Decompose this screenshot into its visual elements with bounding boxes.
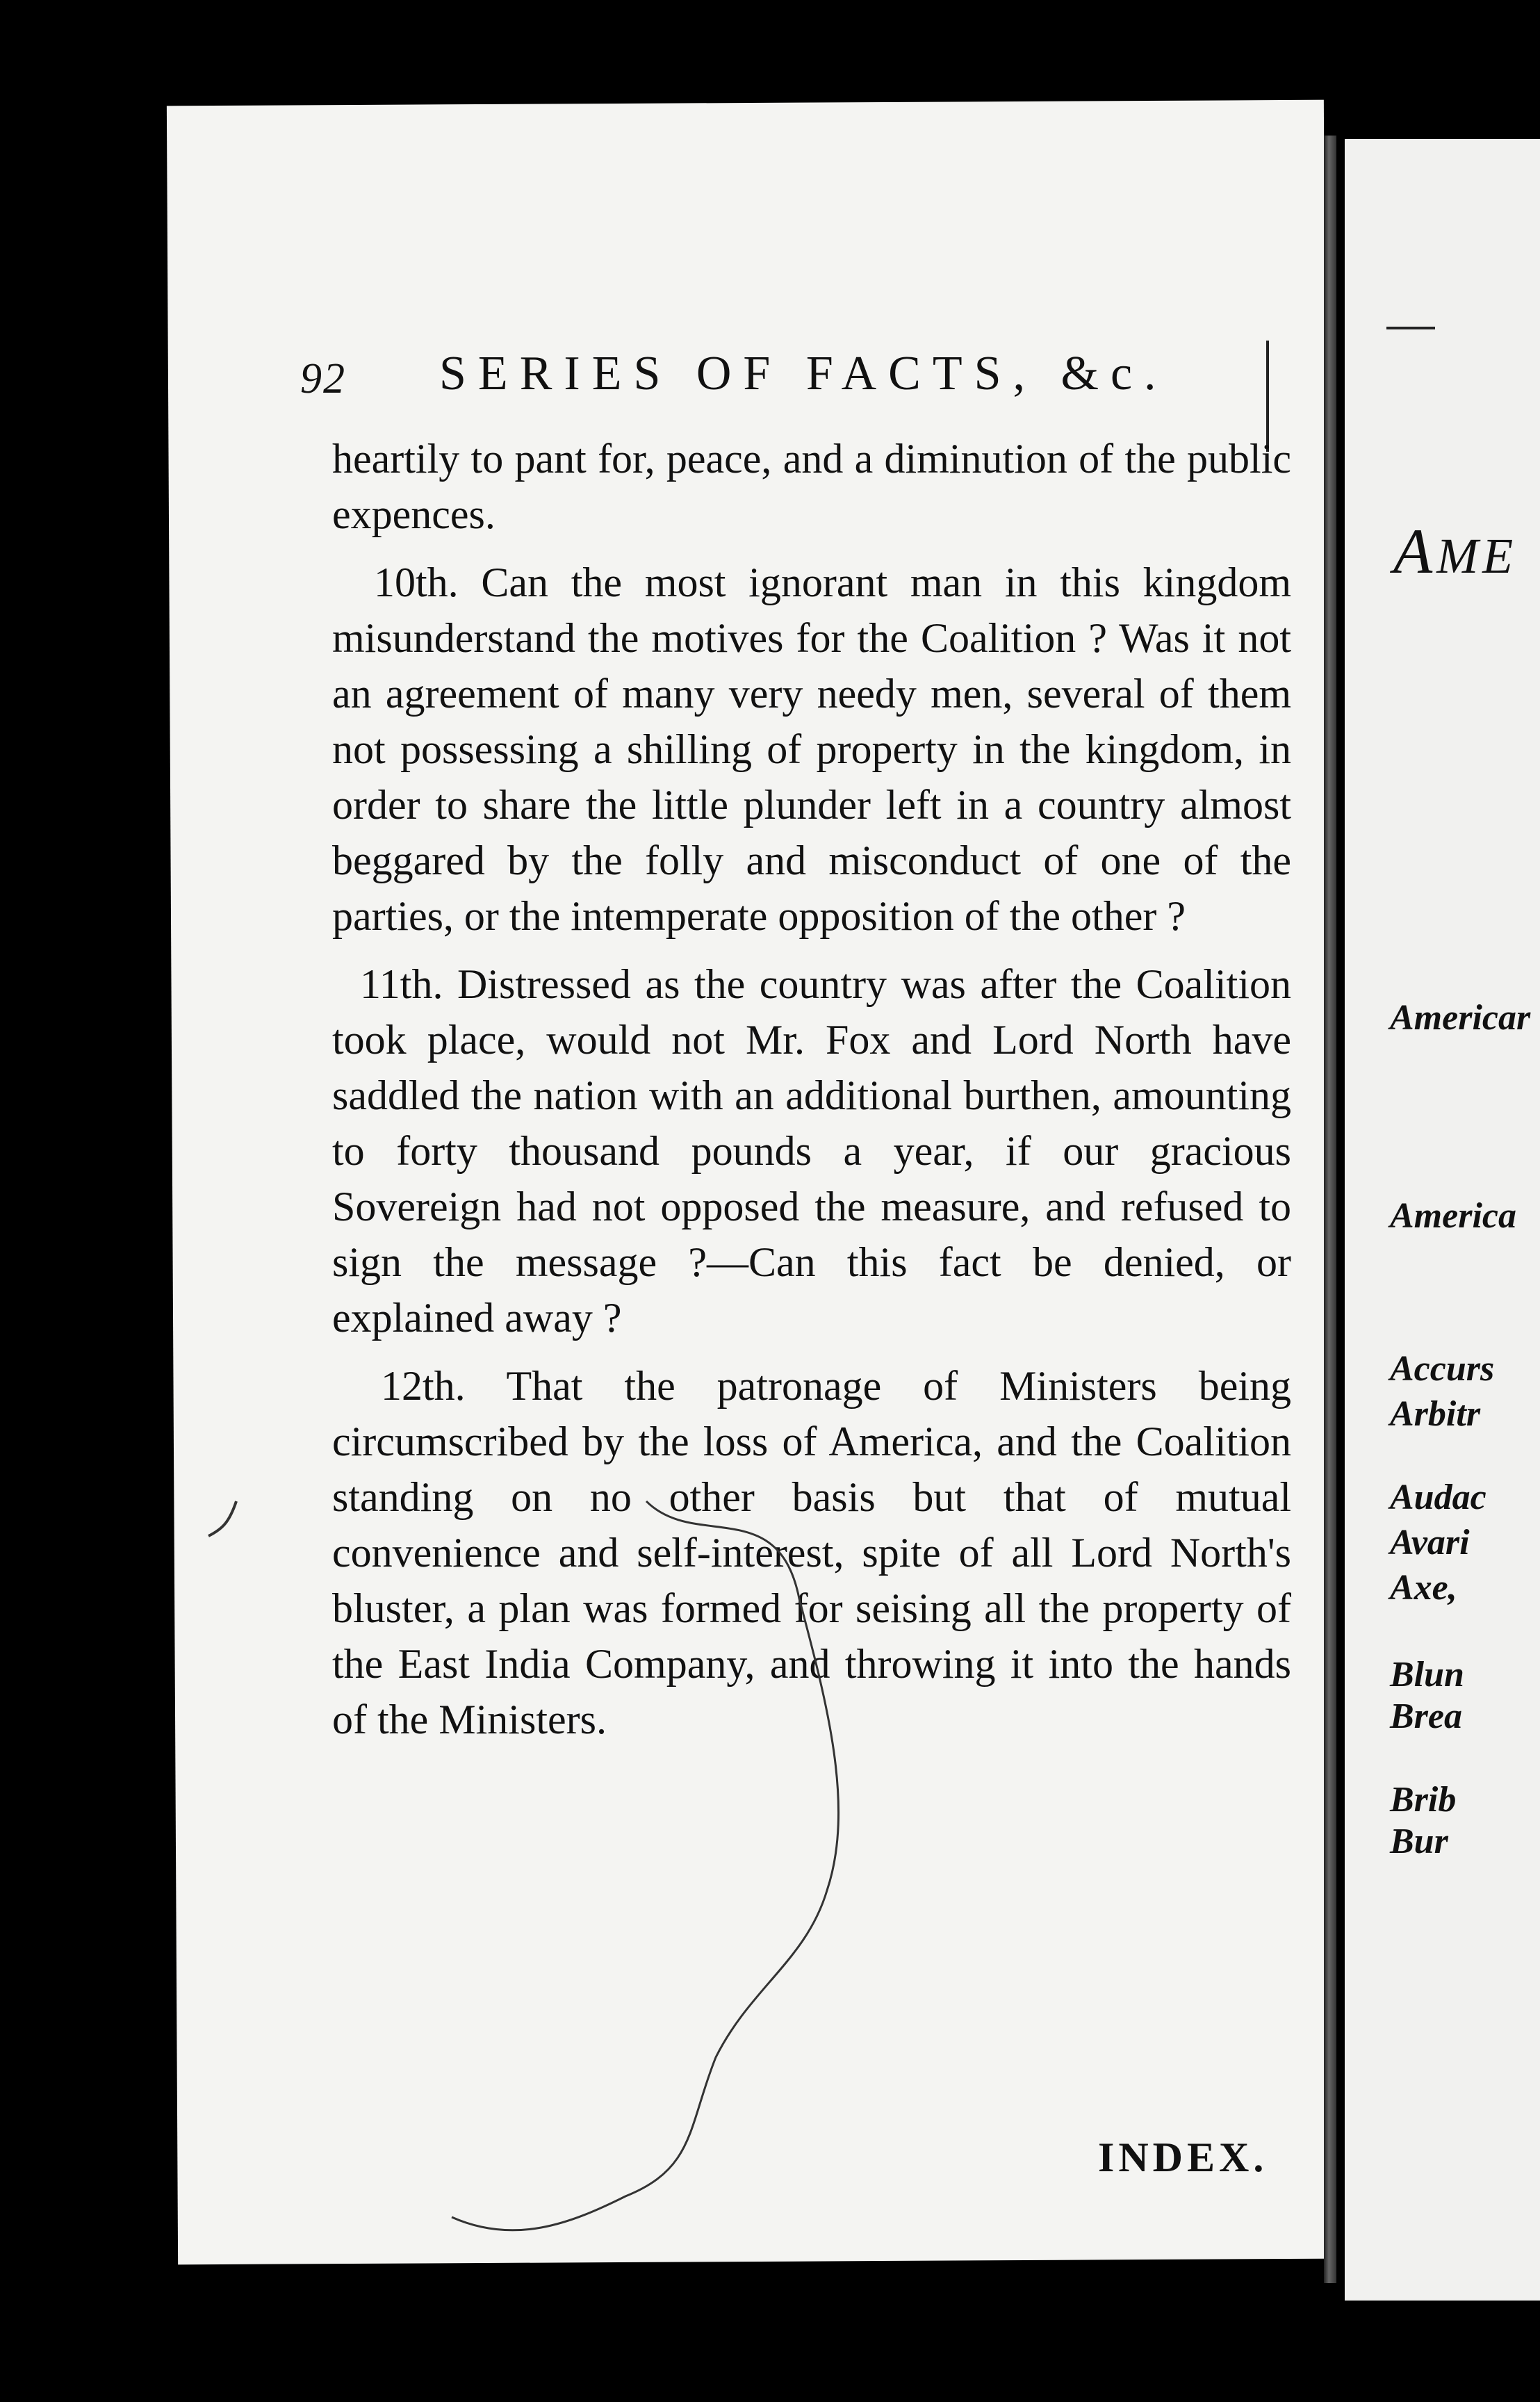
facing-entry: Brea xyxy=(1390,1697,1462,1736)
facing-entry: America xyxy=(1390,1196,1516,1236)
facing-entry: Avari xyxy=(1390,1523,1470,1562)
facing-entry: Audac xyxy=(1390,1478,1486,1517)
facing-title-initial: A xyxy=(1393,516,1437,587)
paragraph-10th: 10th. Can the most ignorant man in this kingdom misunderstand the motives for the Coalition ? Was it not an agreement of many very needy men, several of them not possessing a shilling of property in the kingdom, in order to share the little plunder left in a country almost beggared by the folly and misconduct of one of the parties, or the intemperate opposition of the other ? xyxy=(332,559,1291,939)
facing-entry: Bur xyxy=(1390,1822,1448,1861)
facing-entry: Americar xyxy=(1390,998,1531,1038)
facing-entry: Blun xyxy=(1390,1655,1464,1694)
thread-line xyxy=(452,1501,839,2230)
facing-title-rest: ME xyxy=(1436,528,1518,584)
running-title: SERIES OF FACTS, &c. xyxy=(439,347,1168,400)
paragraph-12th: 12th. That the patronage of Ministers being circumscribed by the loss of America, and the Coalition standing on no other basis but that of mutual convenience and self-interest, spite of all Lord North's bluster, a plan was formed for seising all the property of the East India Company, and throwing it into the hands of the Ministers. xyxy=(332,1363,1291,1742)
catchword: INDEX. xyxy=(1098,2134,1268,2180)
paragraph-11th: 11th. Distressed as the country was after the Coalition took place, would not Mr. Fox and Lord North have saddled the nation with an additional burthen, amounting to forty thousand pounds a year, if our gracious Sovereign had not opposed the measure, and refused to sign the message ?—Can this fact be denied, or explained away ? xyxy=(332,961,1291,1341)
paragraph-continued: heartily to pant for, peace, and a diminution of the public expences. xyxy=(332,436,1291,537)
facing-entry: Brib xyxy=(1390,1780,1457,1820)
margin-scratch xyxy=(208,1501,236,1536)
facing-entry: Arbitr xyxy=(1390,1394,1481,1434)
facing-entry: Axe, xyxy=(1390,1568,1457,1608)
facing-entry: Accurs xyxy=(1390,1349,1495,1389)
page-number: 92 xyxy=(300,355,346,402)
